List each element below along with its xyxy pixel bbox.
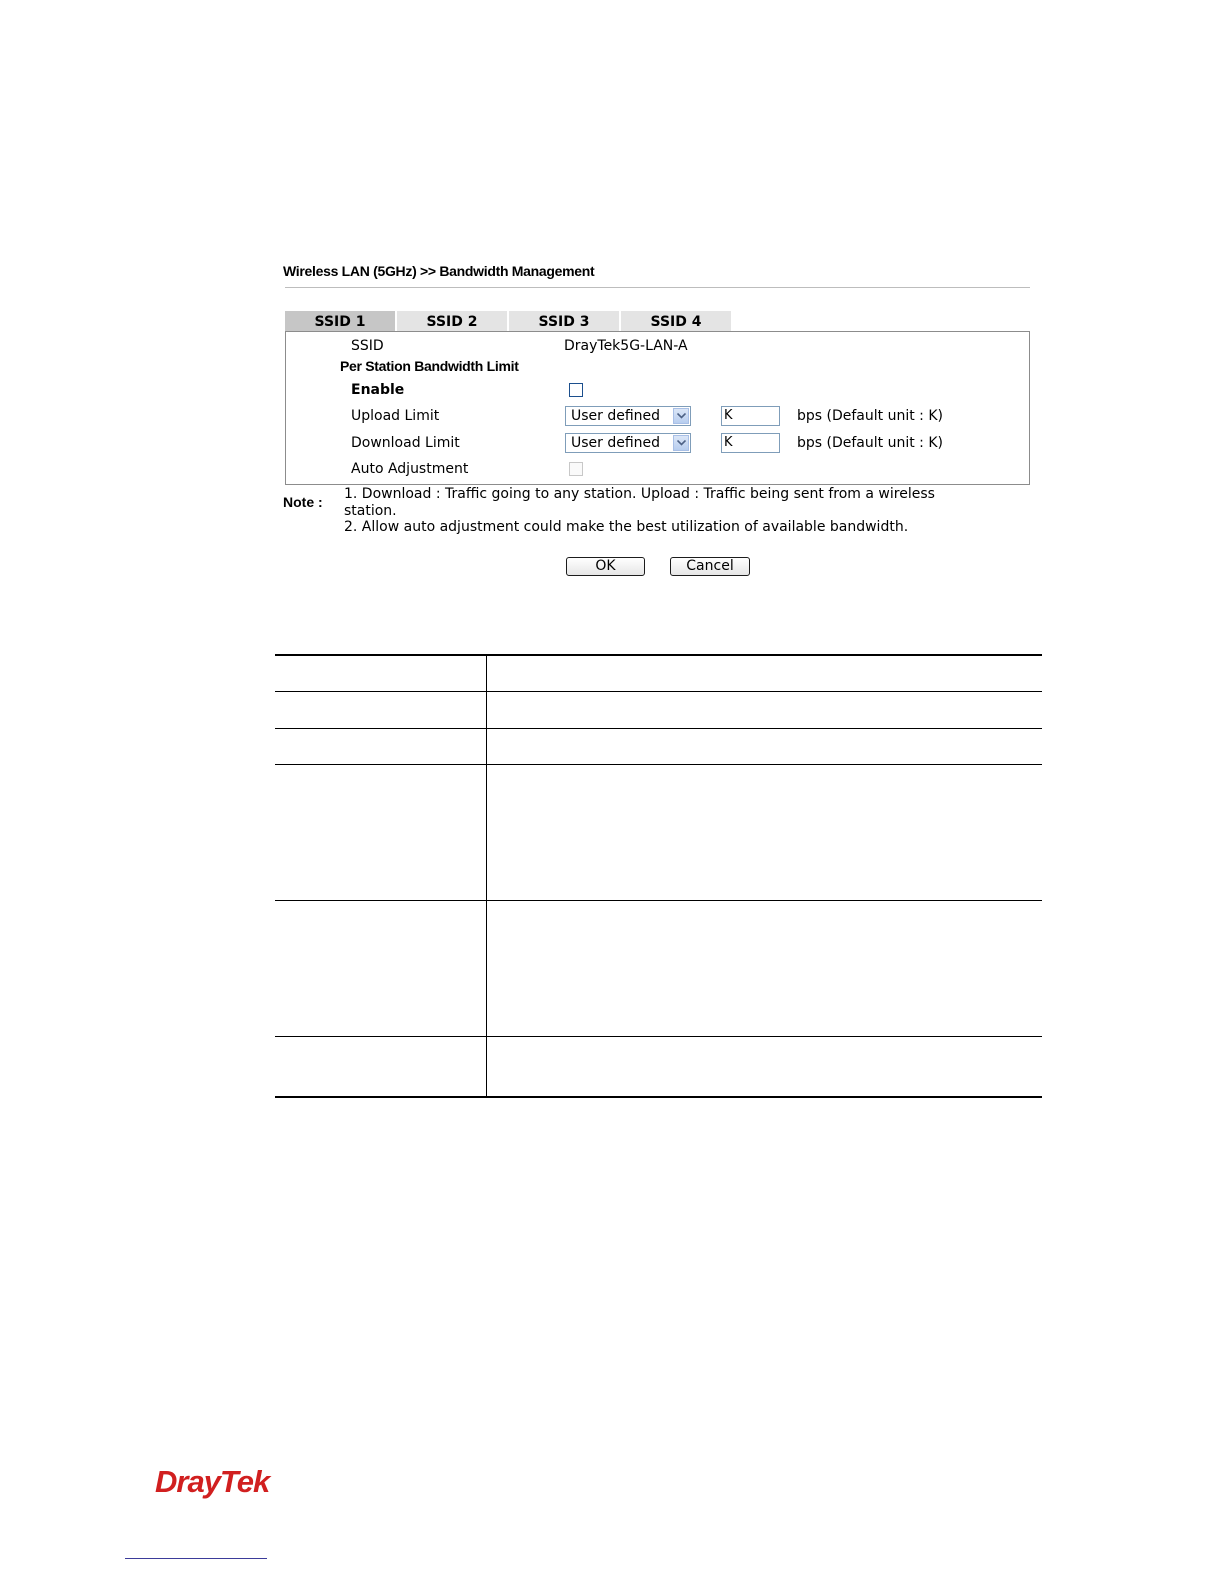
download-limit-select-value: User defined [571, 435, 661, 451]
ssid-tabs [285, 311, 733, 331]
table-row-divider [275, 764, 1042, 765]
upload-limit-label: Upload Limit [351, 408, 440, 424]
note-line-2: 2. Allow auto adjustment could make the best utilization of available bandwidth. [344, 519, 909, 535]
cancel-button[interactable]: Cancel [670, 557, 750, 576]
tab-ssid-4[interactable]: SSID 4 [621, 311, 731, 331]
note-line-1: 1. Download : Traffic going to any station. Upload : Traffic being sent from a wireless [344, 486, 935, 502]
upload-unit-text: bps (Default unit : K) [797, 408, 943, 424]
enable-checkbox[interactable] [569, 383, 583, 397]
table-row-divider [275, 691, 1042, 692]
download-unit-text: bps (Default unit : K) [797, 435, 943, 451]
table-top-border [275, 654, 1042, 656]
table-bottom-border [275, 1096, 1042, 1098]
table-row-divider [275, 728, 1042, 729]
tab-ssid-2[interactable]: SSID 2 [397, 311, 507, 331]
note-line-1-cont: station. [344, 503, 397, 519]
tab-ssid-3[interactable]: SSID 3 [509, 311, 619, 331]
upload-limit-input[interactable]: K [721, 406, 780, 426]
table-row-divider [275, 1036, 1042, 1037]
chevron-down-icon [673, 408, 689, 424]
table-row-divider [275, 900, 1042, 901]
title-divider [285, 287, 1030, 288]
auto-adjustment-checkbox[interactable] [569, 462, 583, 476]
bandwidth-panel [285, 331, 1030, 485]
download-limit-input[interactable]: K [721, 433, 780, 453]
auto-adjustment-label: Auto Adjustment [351, 461, 469, 477]
download-limit-label: Download Limit [351, 435, 460, 451]
download-limit-select[interactable] [565, 433, 691, 453]
ssid-label: SSID [351, 338, 384, 354]
description-table [275, 654, 1042, 1098]
draytek-logo: DrayTek [155, 1464, 270, 1499]
enable-label: Enable [351, 382, 405, 398]
note-label: Note : [283, 494, 323, 510]
upload-limit-select-value: User defined [571, 408, 661, 424]
ok-button[interactable]: OK [566, 557, 645, 576]
ssid-value: DrayTek5G-LAN-A [564, 338, 688, 354]
page-title: Wireless LAN (5GHz) >> Bandwidth Management [283, 263, 595, 279]
footer-divider [125, 1558, 267, 1559]
section-title: Per Station Bandwidth Limit [340, 358, 519, 374]
table-column-divider [486, 654, 487, 1098]
chevron-down-icon [673, 435, 689, 451]
tab-ssid-1[interactable]: SSID 1 [285, 311, 395, 331]
upload-limit-select[interactable] [565, 406, 691, 426]
